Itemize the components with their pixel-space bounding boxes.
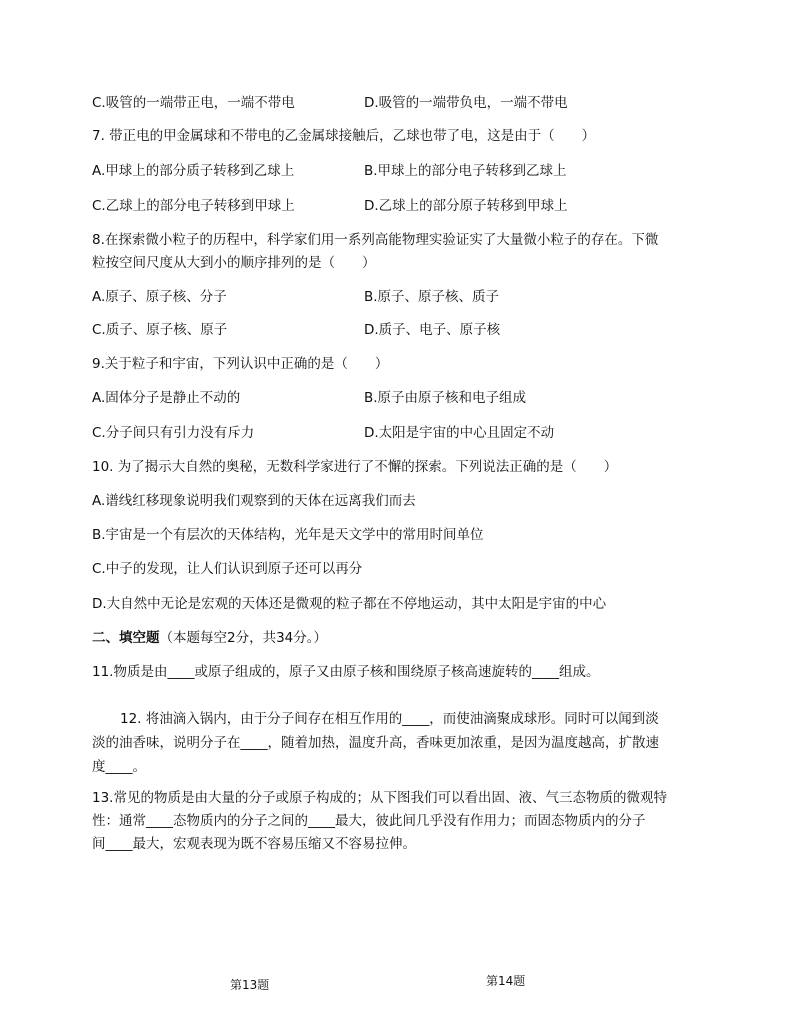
q7-option-b: B.甲球上的部分电子转移到乙球上 — [364, 163, 567, 179]
q13-line3: 间____最大，宏观表现为既不容易压缩又不容易拉伸。 — [92, 836, 416, 852]
q10-option-c: C.中子的发现，让人们认识到原子还可以再分 — [92, 561, 363, 577]
q9-option-a: A.固体分子是静止不动的 — [92, 390, 241, 406]
q7-option-a: A.甲球上的部分质子转移到乙球上 — [92, 163, 295, 179]
figure-13-caption: 第13题 — [230, 978, 270, 992]
q10-option-d: D.大自然中无论是宏观的天体还是微观的粒子都在不停地运动，其中太阳是宇宙的中心 — [92, 596, 607, 612]
q10-option-a: A.谱线红移现象说明我们观察到的天体在远离我们而去 — [92, 493, 416, 509]
q8-option-c: C.质子、原子核、原子 — [92, 322, 228, 338]
q13-line1: 13.常见的物质是由大量的分子或原子构成的；从下图我们可以看出固、液、气三态物质的微观特 — [92, 790, 667, 806]
q13-line2: 性：通常____态物质内的分子之间的____最大，彼此间几乎没有作用力；而固态物质内的分子 — [92, 813, 646, 829]
q12-line3: 度____。 — [92, 759, 146, 775]
q9-option-d: D.太阳是宇宙的中心且固定不动 — [364, 425, 555, 441]
section-2-title: 二、填空题 — [92, 630, 160, 646]
q8-stem-line2: 粒按空间尺度从大到小的顺序排列的是（ ） — [92, 255, 376, 271]
q11-text: 11.物质是由____或原子组成的，原子又由原子核和围绕原子核高速旋转的____组成。 — [92, 664, 600, 680]
figure-14-caption: 第14题 — [486, 974, 526, 988]
q7-option-d: D.乙球上的部分原子转移到甲球上 — [364, 198, 568, 214]
section-2-note: （本题每空2分，共34分。） — [159, 630, 328, 646]
q6-option-d: D.吸管的一端带负电，一端不带电 — [364, 95, 568, 111]
q9-option-c: C.分子间只有引力没有斥力 — [92, 425, 255, 441]
q8-option-a: A.原子、原子核、分子 — [92, 289, 227, 305]
q7-option-c: C.乙球上的部分电子转移到甲球上 — [92, 198, 295, 214]
q8-option-d: D.质子、电子、原子核 — [364, 322, 501, 338]
q10-stem: 10. 为了揭示大自然的奥秘，无数科学家进行了不懈的探索。下列说法正确的是（ ） — [92, 459, 618, 475]
q9-option-b: B.原子由原子核和电子组成 — [364, 390, 527, 406]
q8-option-b: B.原子、原子核、质子 — [364, 289, 500, 305]
q8-stem-line1: 8.在探索微小粒子的历程中，科学家们用一系列高能物理实验证实了大量微小粒子的存在。下微 — [92, 232, 659, 248]
q12-line2: 淡的油香味，说明分子在____，随着加热，温度升高，香味更加浓重，是因为温度越高，扩散速 — [92, 735, 659, 751]
q10-option-b: B.宇宙是一个有层次的天体结构，光年是天文学中的常用时间单位 — [92, 527, 484, 543]
q9-stem: 9.关于粒子和宇宙，下列认识中正确的是（ ） — [92, 356, 389, 372]
q12-line1: 12. 将油滴入锅内，由于分子间存在相互作用的____，而使油滴聚成球形。同时可以闻到淡 — [120, 711, 659, 727]
section-2-heading — [92, 628, 327, 648]
q6-option-c: C.吸管的一端带正电，一端不带电 — [92, 95, 295, 111]
q7-stem: 7. 带正电的甲金属球和不带电的乙金属球接触后，乙球也带了电，这是由于（ ） — [92, 128, 596, 144]
